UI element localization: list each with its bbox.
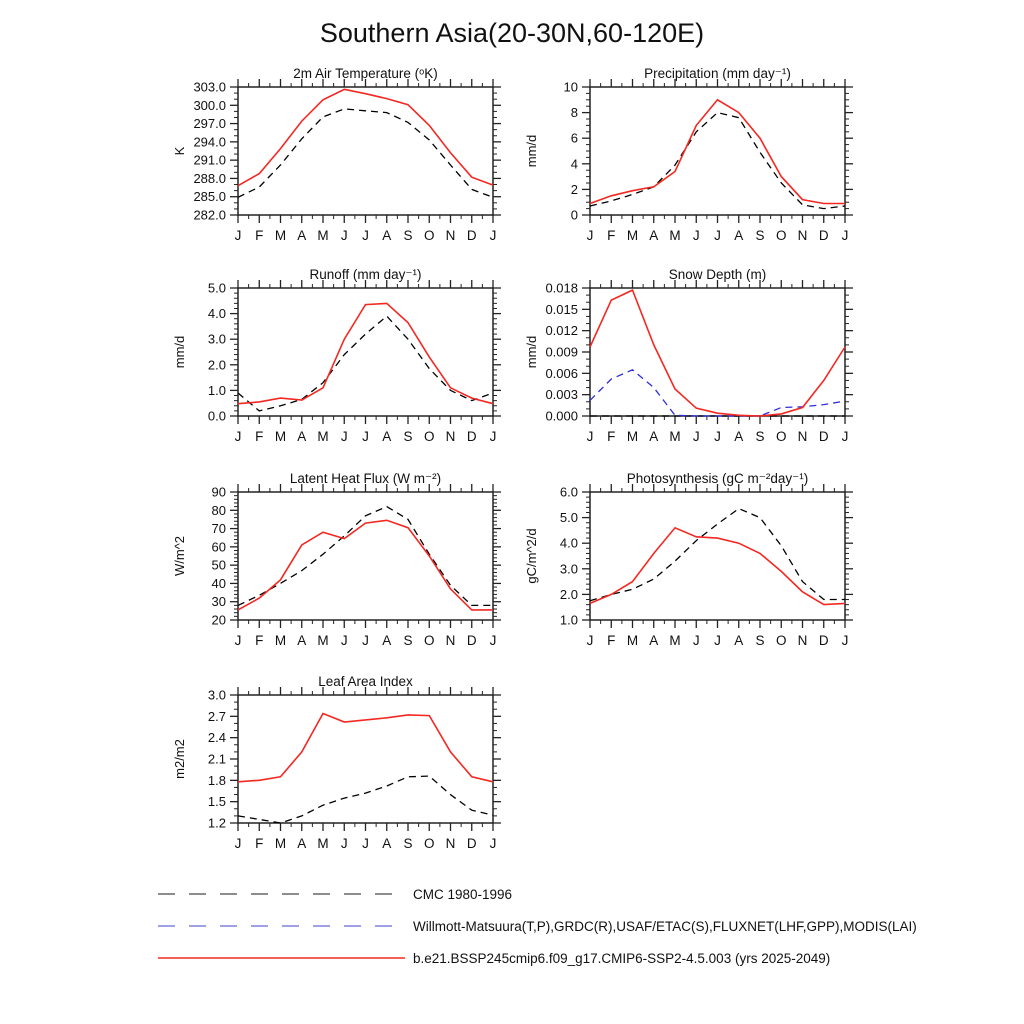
x-tick-label: S: [755, 429, 765, 444]
y-tick-label: 1.8: [207, 772, 226, 788]
x-tick-label: M: [317, 228, 329, 243]
x-tick-label: F: [607, 228, 616, 243]
x-tick-label: S: [403, 228, 413, 243]
x-tick-label: J: [362, 429, 369, 444]
x-tick-label: A: [649, 228, 659, 243]
x-tick-label: J: [841, 429, 849, 444]
y-axis-label: K: [172, 146, 187, 156]
x-tick-label: M: [317, 633, 329, 648]
y-tick-label: 2.7: [207, 708, 226, 724]
y-tick-label: 288.0: [193, 170, 226, 186]
x-tick-label: D: [466, 228, 477, 243]
y-tick-label: 80: [211, 502, 226, 518]
y-tick-label: 70: [211, 521, 226, 537]
x-tick-label: A: [734, 228, 744, 243]
legend-item-cmc: [158, 884, 512, 904]
y-tick-label: 1.2: [207, 815, 226, 831]
x-tick-label: N: [797, 429, 808, 444]
x-tick-label: J: [362, 836, 369, 851]
x-tick-label: A: [382, 228, 392, 243]
x-tick-label: J: [489, 836, 497, 851]
x-tick-label: J: [692, 633, 700, 648]
y-axis-label: m2/m2: [172, 739, 187, 779]
y-tick-label: 10: [563, 79, 578, 95]
x-tick-label: A: [297, 429, 307, 444]
chart-title: Snow Depth (m): [668, 267, 767, 282]
x-tick-label: N: [445, 633, 456, 648]
x-tick-label: A: [649, 429, 659, 444]
x-tick-label: J: [362, 228, 369, 243]
legend-label: Willmott-Matsuura(T,P),GRDC(R),USAF/ETAC(S),FLUXNET(LHF,GPP),MODIS(LAI): [413, 918, 917, 934]
x-tick-label: F: [255, 429, 264, 444]
plot-box: [238, 695, 493, 823]
chart-title: Latent Heat Flux (W m⁻²): [289, 471, 442, 486]
legend-label: CMC 1980-1996: [413, 886, 513, 902]
x-tick-label: A: [297, 228, 307, 243]
x-tick-label: J: [340, 429, 348, 444]
y-tick-label: 0.012: [545, 323, 578, 339]
chart-photosynthesis-svg: [522, 468, 859, 656]
x-tick-label: J: [234, 429, 242, 444]
y-tick-label: 0: [570, 207, 578, 223]
x-tick-label: N: [445, 429, 456, 444]
x-tick-label: O: [423, 633, 435, 648]
x-tick-label: M: [274, 836, 287, 851]
x-tick-label: J: [489, 633, 497, 648]
x-tick-label: N: [445, 228, 456, 243]
x-tick-label: J: [234, 228, 242, 243]
y-axis-label: gC/m^2/d: [524, 528, 539, 584]
y-tick-label: 40: [211, 575, 226, 591]
x-tick-label: J: [714, 429, 721, 444]
chart-air-temperature: [170, 63, 507, 251]
series-line-1: [238, 89, 493, 185]
y-tick-label: 291.0: [193, 152, 226, 168]
x-tick-label: A: [382, 633, 392, 648]
chart-runoff: [170, 264, 507, 452]
x-tick-label: A: [734, 429, 744, 444]
series-line-1: [238, 520, 493, 610]
chart-latent-heat-flux-svg: [170, 468, 507, 656]
y-tick-label: 0.018: [545, 280, 578, 296]
y-tick-label: 4.0: [207, 306, 226, 322]
x-tick-label: D: [466, 633, 477, 648]
y-tick-label: 2.0: [207, 357, 226, 373]
x-tick-label: D: [818, 429, 829, 444]
legend-item-model: [158, 948, 830, 968]
x-tick-label: A: [382, 429, 392, 444]
x-tick-label: A: [297, 836, 307, 851]
x-tick-label: M: [669, 429, 681, 444]
plot-box: [238, 87, 493, 215]
plot-box: [590, 288, 845, 416]
y-tick-label: 0.015: [545, 301, 578, 317]
chart-leaf-area-index-svg: [170, 671, 507, 859]
x-tick-label: M: [669, 633, 681, 648]
y-tick-label: 6: [570, 130, 578, 146]
x-tick-label: J: [586, 228, 594, 243]
y-tick-label: 0.009: [545, 344, 578, 360]
x-tick-label: J: [692, 228, 700, 243]
y-axis-label: mm/d: [172, 335, 187, 369]
y-tick-label: 2.1: [207, 751, 226, 767]
y-tick-label: 1.0: [559, 612, 578, 628]
x-tick-label: J: [714, 228, 721, 243]
x-tick-label: F: [607, 429, 616, 444]
series-line-1: [238, 714, 493, 782]
y-tick-label: 297.0: [193, 116, 226, 132]
legend-label: b.e21.BSSP245cmip6.f09_g17.CMIP6-SSP2-4.5.003 (yrs 2025-2049): [413, 950, 831, 966]
chart-precipitation-svg: [522, 63, 859, 251]
y-tick-label: 0.003: [545, 387, 578, 403]
y-tick-label: 303.0: [193, 79, 226, 95]
chart-title: Leaf Area Index: [318, 674, 413, 689]
x-tick-label: J: [841, 228, 849, 243]
series-line-1: [590, 528, 845, 605]
x-tick-label: A: [734, 633, 744, 648]
x-tick-label: J: [489, 429, 497, 444]
chart-photosynthesis: [522, 468, 859, 656]
page-title: Southern Asia(20-30N,60-120E): [319, 18, 705, 48]
x-tick-label: J: [586, 633, 594, 648]
x-tick-label: O: [775, 228, 787, 243]
y-tick-label: 5.0: [559, 510, 578, 526]
y-axis-label: mm/d: [524, 335, 539, 369]
y-tick-label: 8: [570, 105, 578, 121]
y-tick-label: 294.0: [193, 134, 226, 150]
x-tick-label: M: [317, 836, 329, 851]
series-line-0: [590, 509, 845, 601]
x-tick-label: J: [586, 429, 594, 444]
y-tick-label: 0.000: [545, 408, 578, 424]
x-tick-label: M: [274, 228, 287, 243]
y-tick-label: 1.0: [207, 382, 226, 398]
x-tick-label: O: [423, 429, 435, 444]
series-line-0: [238, 507, 493, 606]
x-tick-label: J: [841, 633, 849, 648]
series-line-0: [238, 316, 493, 411]
series-line-1: [590, 100, 845, 204]
x-tick-label: N: [445, 836, 456, 851]
x-tick-label: M: [626, 228, 639, 243]
x-tick-label: O: [775, 633, 787, 648]
chart-snow-depth-svg: [522, 264, 859, 452]
chart-leaf-area-index: [170, 671, 507, 859]
chart-runoff-svg: [170, 264, 507, 452]
y-tick-label: 30: [211, 594, 226, 610]
series-line-2: [590, 290, 845, 416]
x-tick-label: O: [423, 228, 435, 243]
x-tick-label: J: [340, 836, 348, 851]
y-tick-label: 5.0: [207, 280, 226, 296]
y-axis-label: W/m^2: [172, 535, 187, 577]
x-tick-label: A: [649, 633, 659, 648]
x-tick-label: M: [274, 633, 287, 648]
x-tick-label: F: [255, 633, 264, 648]
x-tick-label: O: [775, 429, 787, 444]
x-tick-label: M: [274, 429, 287, 444]
chart-latent-heat-flux: [170, 468, 507, 656]
chart-precipitation: [522, 63, 859, 251]
x-tick-label: J: [234, 836, 242, 851]
y-tick-label: 2: [570, 181, 578, 197]
x-tick-label: J: [692, 429, 700, 444]
x-tick-label: N: [797, 633, 808, 648]
chart-snow-depth: [522, 264, 859, 452]
x-tick-label: M: [626, 633, 639, 648]
series-line-0: [590, 113, 845, 209]
y-tick-label: 1.5: [207, 794, 226, 810]
x-tick-label: S: [403, 429, 413, 444]
y-tick-label: 2.0: [559, 586, 578, 602]
legend-line-dashed-blue-icon: [158, 922, 405, 930]
y-tick-label: 60: [211, 539, 226, 555]
x-tick-label: J: [340, 228, 348, 243]
plot-box: [238, 288, 493, 416]
y-tick-label: 20: [211, 612, 226, 628]
y-tick-label: 2.4: [207, 730, 226, 746]
series-line-0: [238, 776, 493, 823]
y-axis-label: mm/d: [524, 134, 539, 168]
y-tick-label: 50: [211, 557, 226, 573]
x-tick-label: F: [255, 836, 264, 851]
x-tick-label: N: [797, 228, 808, 243]
x-tick-label: F: [255, 228, 264, 243]
series-line-1: [590, 370, 845, 416]
y-tick-label: 6.0: [559, 484, 578, 500]
legend-line-solid-red-icon: [158, 954, 405, 962]
x-tick-label: J: [362, 633, 369, 648]
y-tick-label: 4.0: [559, 535, 578, 551]
y-tick-label: 3.0: [207, 331, 226, 347]
x-tick-label: S: [755, 228, 765, 243]
legend-item-observations: [158, 916, 917, 936]
y-tick-label: 282.0: [193, 207, 226, 223]
x-tick-label: A: [382, 836, 392, 851]
x-tick-label: D: [466, 836, 477, 851]
x-tick-label: D: [818, 228, 829, 243]
x-tick-label: M: [626, 429, 639, 444]
x-tick-label: O: [423, 836, 435, 851]
x-tick-label: S: [403, 836, 413, 851]
x-tick-label: F: [607, 633, 616, 648]
x-tick-label: S: [403, 633, 413, 648]
series-line-1: [238, 303, 493, 403]
chart-title: Photosynthesis (gC m⁻²day⁻¹): [626, 471, 809, 486]
chart-title: 2m Air Temperature (ᵒK): [293, 66, 438, 81]
x-tick-label: J: [714, 633, 721, 648]
y-tick-label: 0.0: [207, 408, 226, 424]
x-tick-label: S: [755, 633, 765, 648]
chart-air-temperature-svg: [170, 63, 507, 251]
x-tick-label: A: [297, 633, 307, 648]
y-tick-label: 3.0: [559, 561, 578, 577]
x-tick-label: D: [466, 429, 477, 444]
x-tick-label: J: [234, 633, 242, 648]
x-tick-label: M: [669, 228, 681, 243]
x-tick-label: J: [340, 633, 348, 648]
x-tick-label: M: [317, 429, 329, 444]
legend-line-dashed-gray-icon: [158, 890, 405, 898]
x-tick-label: D: [818, 633, 829, 648]
chart-title: Precipitation (mm day⁻¹): [644, 66, 791, 81]
y-tick-label: 4: [570, 156, 578, 172]
chart-title: Runoff (mm day⁻¹): [309, 267, 422, 282]
y-tick-label: 300.0: [193, 97, 226, 113]
y-tick-label: 0.006: [545, 365, 578, 381]
y-tick-label: 3.0: [207, 687, 226, 703]
plot-box: [590, 492, 845, 620]
y-tick-label: 285.0: [193, 189, 226, 205]
plot-box: [238, 492, 493, 620]
y-tick-label: 90: [211, 484, 226, 500]
x-tick-label: J: [489, 228, 497, 243]
